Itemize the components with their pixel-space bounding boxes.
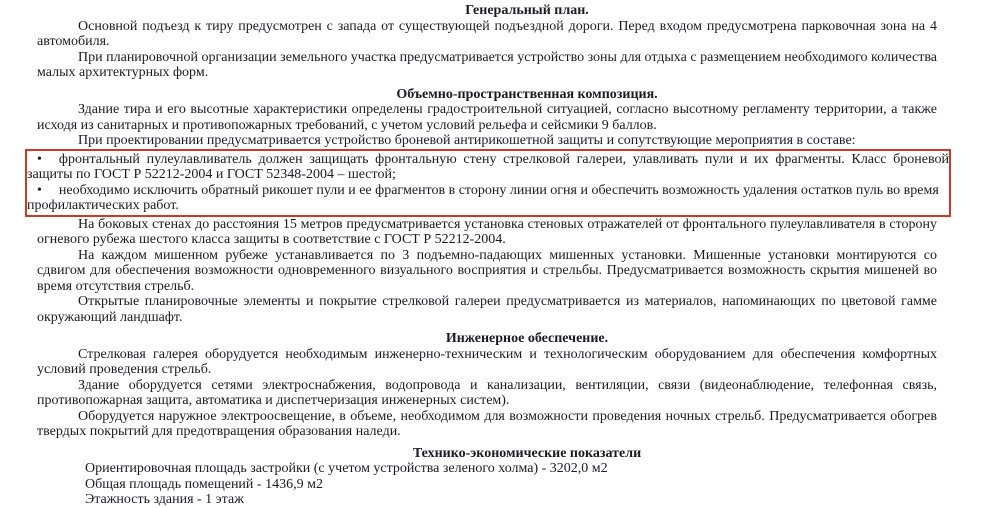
bullet-icon: • bbox=[37, 182, 42, 198]
paragraph: Основной подъезд к тиру предусмотрен с запада от существующей подъездной дороги. Перед входом предусмотрена парковочная зона на 4 автомобиля. bbox=[37, 18, 937, 49]
section-indicators bbox=[37, 446, 937, 508]
heading-indicators: Технико-экономические показатели bbox=[412, 445, 642, 461]
paragraph: При планировочной организации земельного участка предусматривается устройство зоны для отдыха с размещением необходимого количества малых архитектурных форм. bbox=[37, 49, 937, 80]
bullet-item bbox=[27, 152, 949, 183]
indicator-line: Ориентировочная площадь застройки (с учетом устройства зеленого холма) - 3202,0 м2 bbox=[85, 461, 608, 476]
section-composition bbox=[27, 86, 949, 326]
section-engineering bbox=[37, 331, 937, 440]
bullet-icon: • bbox=[37, 151, 42, 167]
heading-composition: Объемно-пространственная композиция. bbox=[396, 86, 658, 102]
indicator-line: Этажность здания - 1 этаж bbox=[85, 492, 244, 507]
indicator-line: Общая площадь помещений - 1436,9 м2 bbox=[85, 476, 323, 492]
paragraph: Здание тира и его высотные характеристики определены градостроительной ситуацией, согласно высотному регламенту территории, а также исходя из санитарных и противопожарных требований, с учетом условий рельефа и сейсмики 9 баллов. bbox=[37, 102, 937, 133]
paragraph: При проектировании предусматривается устройство броневой антирикошетной защиты и сопутствующие мероприятия в составе: bbox=[78, 133, 856, 148]
paragraph: На каждом мишенном рубеже устанавливается по 3 подъемно-падающих мишенных установки. Мишенные установки монтируются со сдвигом для обеспечения возможности одновременного визуального восприятия и стрельбы. Предусматривается возможность скрытия мишеней во время отсутствия стрельб. bbox=[37, 247, 937, 294]
heading-engineering: Инженерное обеспечение. bbox=[445, 331, 609, 346]
bullet-text: фронтальный пулеулавливатель должен защищать фронтальную стену стрелковой галереи, улавливать пули и их фрагменты. Класс броневой защиты по ГОСТ Р 52212-2004 и ГОСТ 52348-2004 – шестой; bbox=[27, 151, 949, 182]
bullet-item bbox=[27, 183, 949, 214]
heading-general-plan: Генеральный план. bbox=[465, 3, 589, 18]
paragraph: Стрелковая галерея оборудуется необходимым инженерно-техническим и технологическим оборудованием для обеспечения комфортных условий проведения стрельб. bbox=[37, 346, 937, 377]
paragraph: Открытые планировочные элементы и покрытие стрелковой галереи предусматривается из материалов, напоминающих по цветовой гамме окружающий ландшафт. bbox=[37, 294, 937, 325]
bullet-text: необходимо исключить обратный рикошет пули и ее фрагментов в сторону линии огня и обеспечить возможность удаления остатков пуль во время профилактических работ. bbox=[27, 182, 939, 213]
red-annotation-box bbox=[25, 149, 951, 217]
paragraph: Здание оборудуется сетями электроснабжения, водопровода и канализации, вентиляции, связи (видеонаблюдение, телефонная связь, противопожарная защита, автоматика и диспетчеризация инженерных систем). bbox=[37, 377, 937, 408]
paragraph: Оборудуется наружное электроосвещение, в объеме, необходимом для возможности проведения ночных стрельб. Предусматривается обогрев твердых покрытий для предотвращения образования наледи. bbox=[37, 408, 937, 439]
section-general-plan bbox=[37, 3, 937, 81]
paragraph: На боковых стенах до расстояния 15 метров предусматривается установка стеновых отражателей от фронтального пулеулавливателя в сторону огневого рубежа шестого класса защиты в соответствие с ГОСТ Р 52212-2004. bbox=[37, 216, 937, 247]
